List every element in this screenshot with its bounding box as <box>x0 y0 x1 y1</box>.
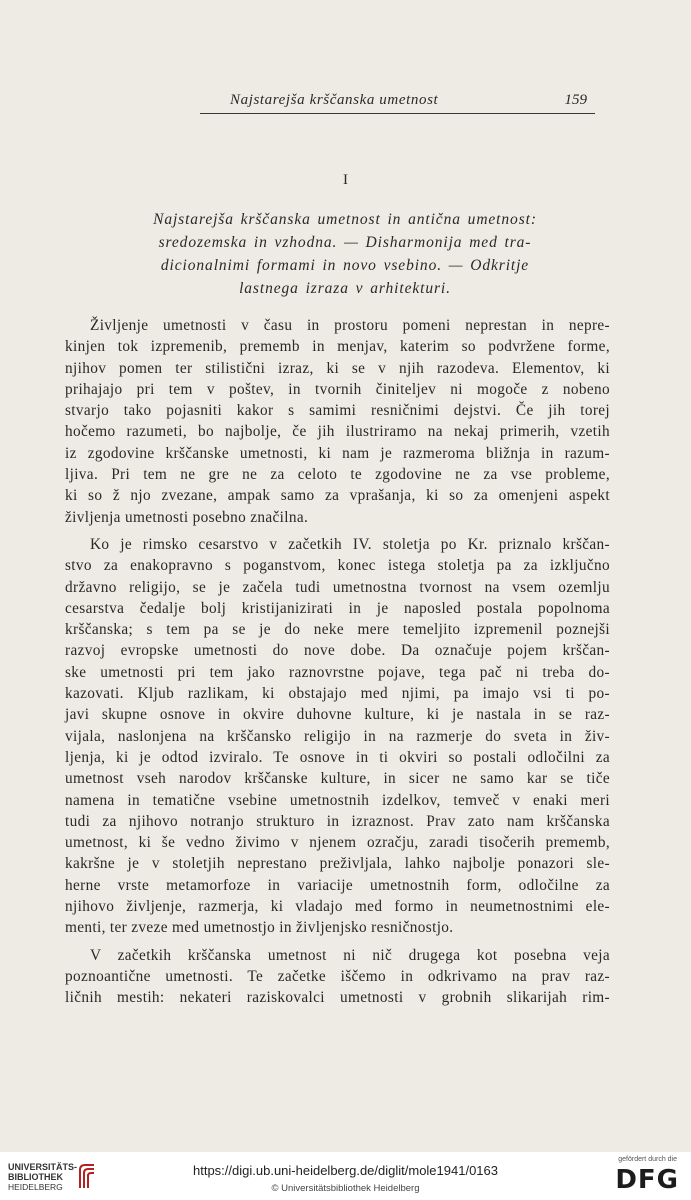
text-line: cesarstva čedalje bolj kristijanizirati in je naposled postala popolnoma <box>65 599 610 617</box>
summary-line: dicionalnimi formami in novo vsebino. — Odkritje <box>160 257 530 274</box>
text-line: ličnih mestih: nekateri raziskovalci umetnosti v grobnih slikarijah rim- <box>65 989 610 1007</box>
text-line: V začetkih krščanska umetnost ni nič drugega kot posebna veja <box>90 946 610 964</box>
text-line: ljenja, ki je odtod izviralo. Te osnove in ti okviri so postali odločilni za <box>65 748 610 766</box>
text-line: kazovati. Kljub razlikam, ki obstajajo med njimi, pa imajo vsi ti po- <box>65 685 610 703</box>
source-url-link[interactable]: https://digi.ub.uni-heidelberg.de/diglit/mole1941/0163 <box>193 1163 498 1178</box>
text-line: Ko je rimsko cesarstvo v začetkih IV. stoletja po Kr. priznalo krščan- <box>90 535 610 553</box>
text-line: njihovo življenje, razmerja, ki vladajo med formo in neumetnostnimi ele- <box>65 898 610 916</box>
text-line: ljiva. Pri tem ne gre ne za celoto te zgodovine ne za vse probleme, <box>65 466 610 484</box>
page-number: 159 <box>564 92 587 108</box>
summary-line: sredozemska in vzhodna. — Disharmonija med tra- <box>158 234 532 251</box>
text-line: kakršne je v stoletjih neprestano preživljala, lahko najbolje ponazori sle- <box>65 855 610 873</box>
summary-line: Najstarejša krščanska umetnost in antična umetnost: <box>153 211 537 228</box>
text-line: javi skupne osnove in okvire duhovne kulture, ki je nastala in se raz- <box>65 706 610 724</box>
text-line: vijala, naslonjena na krščansko religijo in na razmerje do sveta in živ- <box>65 727 610 745</box>
text-line: krščanska; s tem pa se je do neke mere temeljito izpremenil poznejši <box>65 621 610 639</box>
copyright-notice: © Universitätsbibliothek Heidelberg <box>271 1183 420 1194</box>
library-name: UNIVERSITÄTS- BIBLIOTHEK HEIDELBERG <box>8 1162 78 1192</box>
text-line: menti, ter zveze med umetnostjo in življenjsko resničnostjo. <box>65 919 454 937</box>
text-line: ki so ž njo zvezane, ampak samo za vprašanja, ki so za omenjeni aspekt <box>65 487 610 505</box>
text-line: umetnost, ki še vedno živimo v njenem ozračju, zaradi tisočerih prememb, <box>65 834 610 852</box>
text-line: ske umetnosti pri tem jako raznovrstne pojave, tega pač ni treba do- <box>65 663 610 681</box>
chapter-summary <box>110 208 580 300</box>
text-line: namena in tematične vsebine umetnostnih izdelkov, temveč v enaki meri <box>65 791 610 809</box>
dfg-logo: DFG <box>615 1165 679 1195</box>
section-number: I <box>343 172 348 188</box>
text-line: kinjen tok izpremenib, prememb in menjav, katerim so podvržene forme, <box>65 338 610 356</box>
digitization-footer <box>0 1152 691 1200</box>
text-line: Življenje umetnosti v času in prostoru pomeni neprestan in nepre- <box>90 317 610 334</box>
running-title: Najstarejša krščanska umetnost <box>230 92 439 108</box>
text-line: razvoj evropske umetnosti do nove dobe. Da označuje pojem krščan- <box>65 642 610 660</box>
text-line: umetnost vseh narodov krščanske kulture, in sicer ne samo kar se tiče <box>65 770 610 788</box>
text-line: poznoantične umetnosti. Te začetke iščemo in odkrivamo na prav raz- <box>65 967 610 985</box>
summary-line: lastnega izraza v arhitekturi. <box>239 280 451 297</box>
text-line: stvarjo tako pojasniti kakor s samimi resničnimi dejstvi. Če jih torej <box>65 402 610 420</box>
text-line: državno religijo, se je začela tudi umetnostna tvornost na vsem ozemlju <box>65 578 610 596</box>
text-line: življenja umetnosti posebno značilna. <box>65 508 309 526</box>
text-line: tudi za njihovo notranjo strukturo in izraznost. Prav zato nam krščanska <box>65 812 610 830</box>
text-line: prihajajo pri tem v poštev, in tvornih činiteljev ni mogoče z nobeno <box>65 380 610 398</box>
text-line: herne vrste metamorfoze in variacije umetnostnih form, odločilne za <box>65 876 610 894</box>
text-line: stvo za enakopravno s poganstvom, konec istega stoletja pa za izključno <box>65 557 610 575</box>
running-header <box>200 93 595 114</box>
text-line: njihov pomen ter stilistični izraz, ki se v njih razodeva. Elementov, ki <box>65 359 610 377</box>
funding-note: gefördert durch die <box>618 1156 677 1163</box>
text-line: hočemo razumeti, bo najbolje, če jih ilustriramo na nekaj primerih, vzetih <box>65 423 610 441</box>
text-line: iz zgodovine krščanske umetnosti, ki nam je razmeroma bližnja in razum- <box>65 444 610 462</box>
body-text <box>65 315 610 1009</box>
